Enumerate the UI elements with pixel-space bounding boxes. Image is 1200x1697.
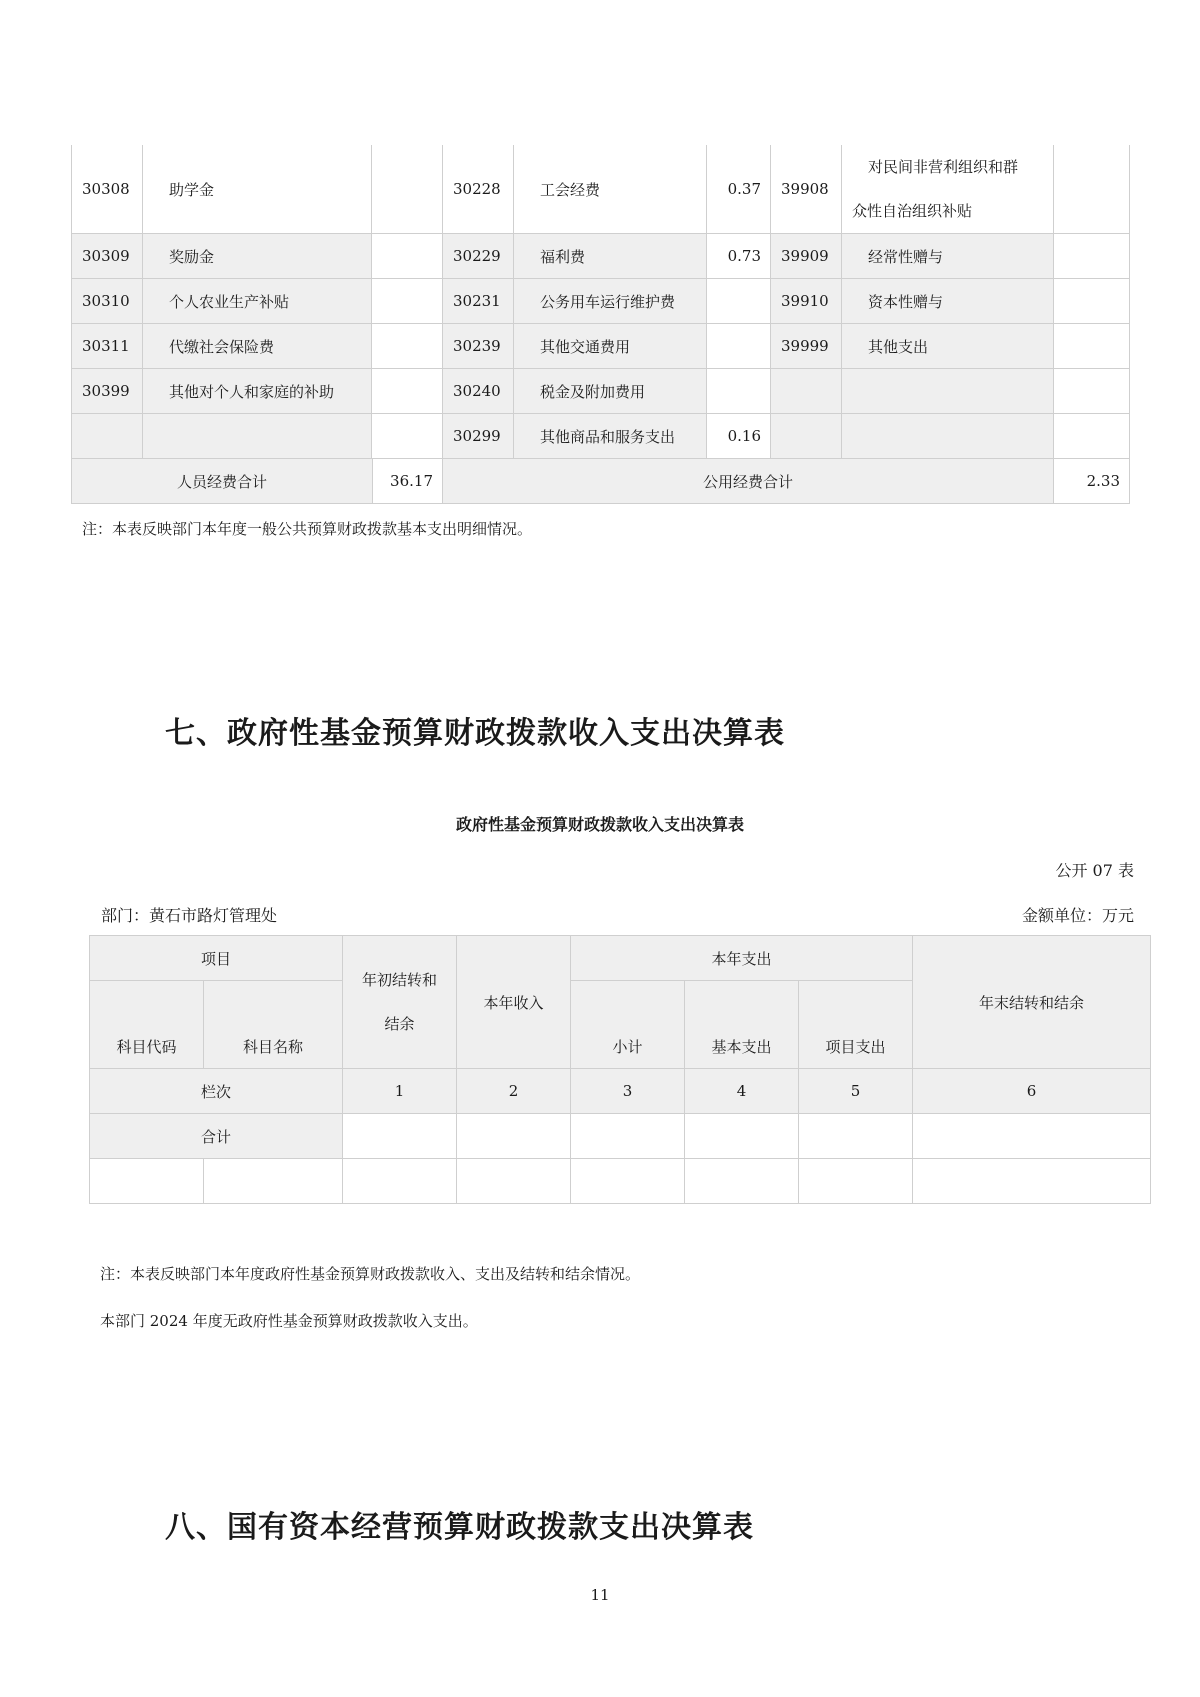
header-opening-line1: 年初结转和 — [362, 971, 438, 989]
cell-amount — [1054, 234, 1130, 279]
header-item: 项目 — [90, 936, 343, 981]
cell-amount — [372, 234, 443, 279]
index-cell: 6 — [913, 1069, 1151, 1114]
table-row — [72, 369, 1130, 414]
index-row — [90, 1069, 1151, 1114]
cell-name: 助学金 — [143, 145, 372, 234]
index-cell: 5 — [799, 1069, 913, 1114]
header-code: 科目代码 — [90, 981, 204, 1069]
table2-code: 公开 07 表 — [1055, 861, 1134, 880]
cell-amount: 0.73 — [707, 234, 771, 279]
cell-code: 30228 — [443, 145, 514, 234]
cell-name: 公务用车运行维护费 — [514, 279, 707, 324]
cell-name: 奖励金 — [143, 234, 372, 279]
cell-amount — [707, 369, 771, 414]
cell-code: 30299 — [443, 414, 514, 459]
totals-row — [72, 459, 1130, 504]
table-row — [72, 414, 1130, 459]
cell-amount — [372, 414, 443, 459]
total-cell — [799, 1114, 913, 1159]
index-cell: 3 — [571, 1069, 685, 1114]
empty-cell — [457, 1159, 571, 1204]
cell-name: 其他支出 — [842, 324, 1054, 369]
table-row — [72, 279, 1130, 324]
cell-code: 30311 — [72, 324, 143, 369]
cell-code: 30231 — [443, 279, 514, 324]
cell-amount: 0.37 — [707, 145, 771, 234]
no-fund-statement: 本部门 2024 年度无政府性基金预算财政拨款收入支出。 — [100, 1312, 478, 1330]
cell-amount — [1054, 414, 1130, 459]
cell-name — [842, 414, 1054, 459]
empty-cell — [90, 1159, 204, 1204]
cell-amount — [707, 279, 771, 324]
total-label: 合计 — [90, 1114, 343, 1159]
empty-cell — [913, 1159, 1151, 1204]
cell-name-line1: 对民间非营利组织和群 — [868, 158, 1019, 176]
cell-name: 福利费 — [514, 234, 707, 279]
total-row — [90, 1114, 1151, 1159]
header-name: 科目名称 — [204, 981, 343, 1069]
cell-name: 工会经费 — [514, 145, 707, 234]
header-basic: 基本支出 — [685, 981, 799, 1069]
cell-code: 30399 — [72, 369, 143, 414]
cell-name: 资本性赠与 — [842, 279, 1054, 324]
cell-code: 39909 — [771, 234, 842, 279]
total-cell — [913, 1114, 1151, 1159]
header-subtotal: 小计 — [571, 981, 685, 1069]
cell-name — [842, 145, 1054, 234]
cell-code: 30308 — [72, 145, 143, 234]
personnel-total-cell — [72, 459, 443, 504]
header-project: 项目支出 — [799, 981, 913, 1069]
cell-name: 代缴社会保险费 — [143, 324, 372, 369]
cell-code: 30310 — [72, 279, 143, 324]
cell-amount — [1054, 369, 1130, 414]
section8-heading: 八、国有资本经营预算财政拨款支出决算表 — [165, 1510, 754, 1545]
public-total-label: 公用经费合计 — [443, 459, 1054, 504]
total-cell — [571, 1114, 685, 1159]
cell-code: 30240 — [443, 369, 514, 414]
header-opening-balance — [343, 936, 457, 1069]
cell-code: 30239 — [443, 324, 514, 369]
cell-name: 经常性赠与 — [842, 234, 1054, 279]
cell-code: 39908 — [771, 145, 842, 234]
total-cell — [343, 1114, 457, 1159]
cell-code — [771, 369, 842, 414]
cell-amount — [1054, 324, 1130, 369]
cell-code — [72, 414, 143, 459]
cell-name: 税金及附加费用 — [514, 369, 707, 414]
cell-amount — [372, 145, 443, 234]
header-income: 本年收入 — [457, 936, 571, 1069]
cell-code: 39999 — [771, 324, 842, 369]
index-cell: 2 — [457, 1069, 571, 1114]
empty-cell — [343, 1159, 457, 1204]
header-closing-balance: 年末结转和结余 — [913, 936, 1151, 1069]
cell-amount — [1054, 145, 1130, 234]
index-cell: 1 — [343, 1069, 457, 1114]
header-row — [90, 936, 1151, 981]
cell-name: 其他对个人和家庭的补助 — [143, 369, 372, 414]
table-row — [72, 324, 1130, 369]
cell-name: 其他交通费用 — [514, 324, 707, 369]
page-number: 11 — [590, 1586, 610, 1604]
government-fund-table — [89, 935, 1151, 1204]
cell-code: 39910 — [771, 279, 842, 324]
empty-cell — [685, 1159, 799, 1204]
cell-code — [771, 414, 842, 459]
table-row — [90, 1159, 1151, 1204]
total-cell — [457, 1114, 571, 1159]
table2-note: 注：本表反映部门本年度政府性基金预算财政拨款收入、支出及结转和结余情况。 — [100, 1265, 641, 1283]
section7-heading: 七、政府性基金预算财政拨款收入支出决算表 — [165, 716, 785, 751]
empty-cell — [571, 1159, 685, 1204]
department-label: 部门：黄石市路灯管理处 — [101, 906, 278, 925]
total-cell — [685, 1114, 799, 1159]
cell-amount — [372, 279, 443, 324]
cell-code: 30229 — [443, 234, 514, 279]
public-total-value: 2.33 — [1054, 459, 1130, 504]
index-label: 栏次 — [90, 1069, 343, 1114]
table2-title: 政府性基金预算财政拨款收入支出决算表 — [455, 815, 744, 834]
personnel-total-value: 36.17 — [372, 459, 442, 503]
cell-name — [842, 369, 1054, 414]
cell-code: 30309 — [72, 234, 143, 279]
empty-cell — [204, 1159, 343, 1204]
table1-note: 注：本表反映部门本年度一般公共预算财政拨款基本支出明细情况。 — [82, 520, 533, 538]
empty-cell — [799, 1159, 913, 1204]
personnel-total-label: 人员经费合计 — [176, 472, 267, 491]
table-row — [72, 145, 1130, 234]
cell-amount — [1054, 279, 1130, 324]
header-expense: 本年支出 — [571, 936, 913, 981]
cell-name — [143, 414, 372, 459]
cell-amount: 0.16 — [707, 414, 771, 459]
cell-name: 个人农业生产补贴 — [143, 279, 372, 324]
cell-name-line2: 众性自治组织补贴 — [852, 202, 973, 220]
cell-name: 其他商品和服务支出 — [514, 414, 707, 459]
header-opening-line2: 结余 — [384, 1015, 415, 1033]
cell-amount — [372, 324, 443, 369]
index-cell: 4 — [685, 1069, 799, 1114]
cell-amount — [372, 369, 443, 414]
basic-expenditure-detail-table — [71, 145, 1130, 504]
amount-unit-label: 金额单位：万元 — [1021, 906, 1134, 925]
cell-amount — [707, 324, 771, 369]
table-row — [72, 234, 1130, 279]
